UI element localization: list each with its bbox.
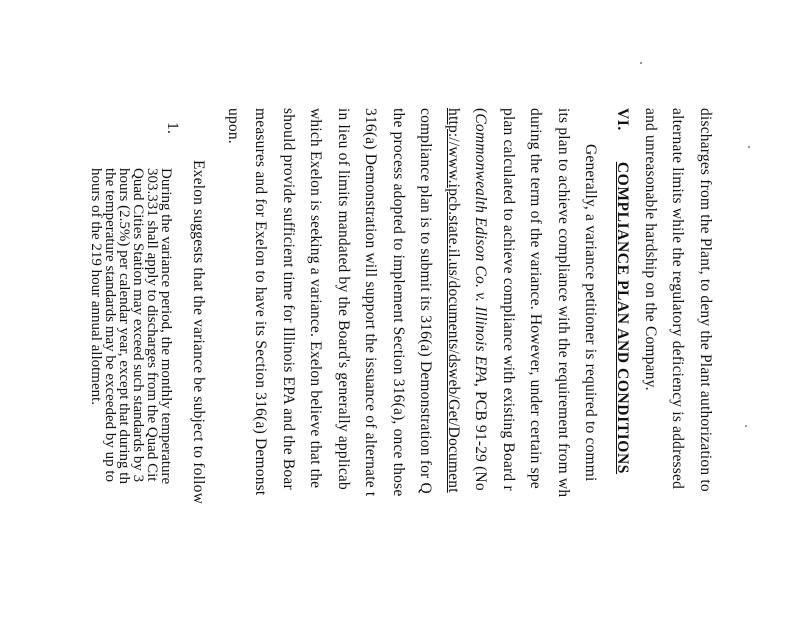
text-line: should provide sufficient time for Illinois EPA and the Boar [280,108,297,490]
scan-speck [745,425,747,427]
text-line: which Exelon is seeking a variance. Exelon believe that the [307,108,324,489]
section-title: COMPLIANCE PLAN AND CONDITIONS [614,161,631,474]
text-line: during the term of the variance. However, under certain spe [527,108,544,489]
list-item-line: hours (2.5%) per calendar year, except that during th [116,168,132,484]
text-line: compliance plan is to submit its 316(a) Demonstration for Q [417,108,434,494]
text-line: alternate limits while the regulatory deficiency is addressed [669,108,686,490]
section-intro-line: Generally, a variance petitioner is required to commi [582,144,599,482]
list-item-line: hours of the 219 hour annual allotment. [88,168,104,406]
text-line: its plan to achieve compliance with the requirement from wh [555,108,572,498]
scan-speck [748,146,750,148]
case-name: Commonwealth Edison Co. v. Illinois EPA [472,113,489,383]
list-item-line: the temperature standards may be exceeded by up to [102,168,118,483]
citation-paren: ( [472,108,489,114]
list-item-line: During the variance period, the monthly temperature [158,168,174,485]
list-item-line: 303.331 shall apply to discharges from the Quad Cit [144,168,160,482]
document-url-link[interactable]: http://www.ipcb.state.il.us/documents/dsweb/Get/Document [445,108,462,493]
text-line: the process adopted to implement Section 316(a), once those [390,108,407,497]
section-heading [615,108,631,474]
text-line: 316(a) Demonstration will support the issuance of alternate t [362,108,379,497]
text-line: and unreasonable hardship on the Company. [642,108,659,391]
list-item-marker: 1. [164,122,181,135]
list-item-line: Quad Cities Station may exceed such standards by 3 [130,168,146,483]
case-citation-line [473,108,489,491]
text-line: measures and for Exelon to have its Section 316(a) Demonst [252,108,269,496]
text-line: Exelon suggests that the variance be subject to follow [190,160,207,504]
text-line: discharges from the Plant, to deny the Plant authorization to [697,108,714,492]
section-number: VI. [614,108,631,131]
text-line: plan calculated to achieve compliance with existing Board r [500,108,517,491]
text-line: in lieu of limits mandated by the Board's generally applicab [335,108,352,490]
citation-rest: , PCB 91-29 (No [472,382,489,491]
text-line: upon. [225,108,242,144]
scan-speck [640,62,642,64]
